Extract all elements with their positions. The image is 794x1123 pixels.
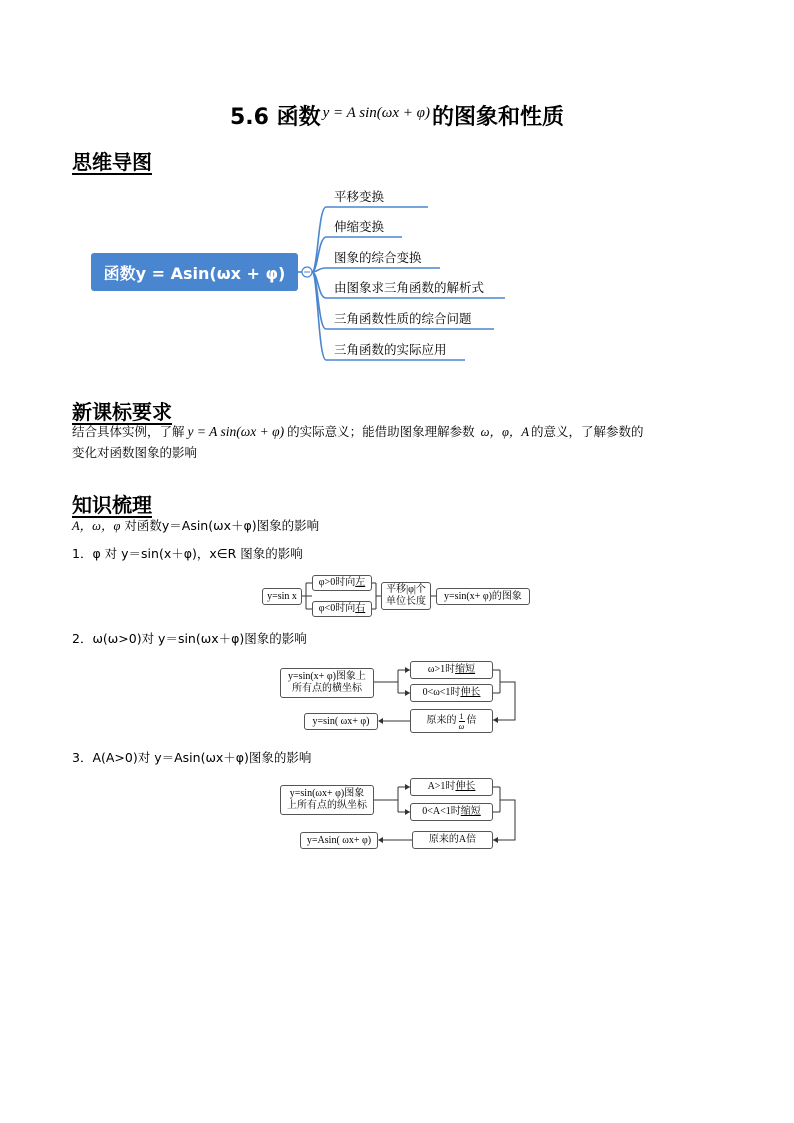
diagram1-cond-neg-box: φ<0时向 右 [312, 601, 372, 617]
mindmap-branch-applications[interactable]: 三角函数的实际应用 [334, 342, 447, 357]
diagram2-factor-box: 原来的 1 ω 倍 [410, 709, 493, 733]
mindmap-branch-properties[interactable]: 三角函数性质的综合问题 [334, 311, 472, 326]
diagram3-result-box: y=Asin( ωx+ φ) [300, 832, 378, 849]
knowledge-item-3-heading: 3．A(A>0)对 y＝Asin(ωx＋φ)图象的影响 [72, 750, 312, 765]
title-suffix: 的图象和性质 [431, 105, 564, 130]
diagram3-start-box: y=sin(ωx+ φ)图象 上所有点的纵坐标 [280, 785, 374, 815]
diagram3-cond2-box: 0<A<1时 缩短 [410, 803, 493, 821]
knowledge-intro: A，ω，φ 对函数y＝Asin(ωx＋φ)图象的影响 [72, 518, 320, 533]
mindmap-branch-translation[interactable]: 平移变换 [334, 189, 385, 204]
mindmap-branch-combined[interactable]: 图象的综合变换 [334, 250, 422, 265]
section-requirements-heading: 新课标要求 [72, 400, 172, 424]
diagram2-cond2-box: 0<ω<1时 伸长 [410, 684, 493, 702]
diagram2-start-box: y=sin(x+ φ)图象上 所有点的横坐标 [280, 668, 374, 698]
mindmap-branch-from-graph[interactable]: 由图象求三角函数的解析式 [334, 280, 485, 295]
title-prefix: 5.6 函数 [230, 105, 321, 130]
diagram1-result-box: y=sin(x+ φ)的图象 [436, 588, 530, 605]
diagram1-shift-box: 平移|φ|个 单位长度 [381, 582, 431, 610]
diagram1-start-box: y=sin x [262, 588, 302, 605]
mindmap-branch-scaling[interactable]: 伸缩变换 [334, 219, 385, 234]
fraction: 1 ω [458, 711, 465, 731]
diagram1-cond-pos-box: φ>0时向 左 [312, 575, 372, 591]
section-mindmap-heading: 思维导图 [72, 150, 152, 174]
knowledge-item-1-heading: 1．φ 对 y＝sin(x＋φ)，x∈R 图象的影响 [72, 546, 303, 561]
diagram2-cond1-box: ω>1时 缩短 [410, 661, 493, 679]
section-knowledge-heading: 知识梳理 [72, 493, 152, 517]
diagram2-result-box: y=sin( ωx+ φ) [304, 713, 378, 730]
diagram3-factor-box: 原来的A倍 [412, 831, 493, 849]
knowledge-item-2-heading: 2．ω(ω>0)对 y＝sin(ωx＋φ)图象的影响 [72, 631, 307, 646]
requirements-line-2: 变化对函数图象的影响 [72, 445, 198, 460]
mindmap-root[interactable]: 函数y = Asin(ωx + φ) [91, 253, 298, 291]
title-math: y = A sin(ωx + φ) [322, 105, 430, 121]
diagram3-cond1-box: A>1时 伸长 [410, 778, 493, 796]
requirements-line-1: 结合具体实例，了解 y = A sin(ωx + φ) 的实际意义；能借助图象理解参数 ω，φ，A 的意义，了解参数的 [72, 424, 644, 439]
